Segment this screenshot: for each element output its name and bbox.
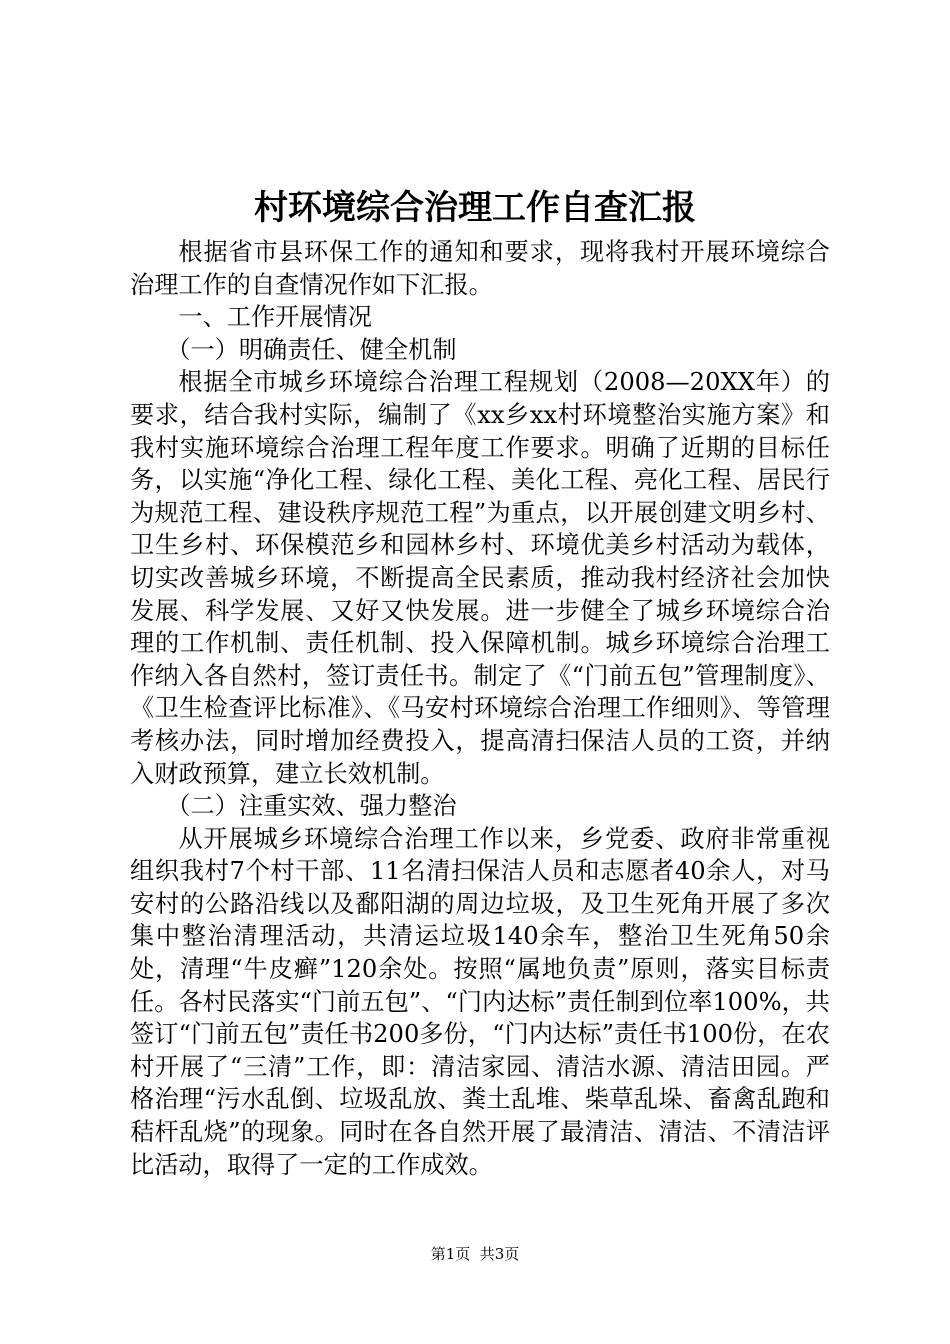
page-number: 第1页 共3页 <box>430 1245 520 1263</box>
intro-paragraph: 根据省市县环保工作的通知和要求，现将我村开展环境综合治理工作的自查情况作如下汇报。 <box>130 238 830 299</box>
document-title: 村环境综合治理工作自查汇报 <box>254 188 696 228</box>
section-heading-1: 一、工作开展情况 <box>178 303 372 332</box>
subsection-heading-2: （二）注重实效、强力整治 <box>166 792 457 821</box>
page-footer <box>0 1244 950 1264</box>
document-body <box>130 236 830 1181</box>
subsection-2-paragraph: 从开展城乡环境综合治理工作以来，乡党委、政府非常重视组织我村7个村干部、11名清扫保洁人员和志愿者40余人，对马安村的公路沿线以及鄱阳湖的周边垃圾，及卫生死角开展了多次集中整治清理活动，共清运垃圾140余车，整治卫生死角50余处，清理“牛皮癣”120余处。按照“属地负责”原则，落实目标责任。各村民落实“门前五包”、“门内达标”责任制到位率100%，共签订“门前五包”责任书200多份，“门内达标”责任书100份，在农村开展了“三清”工作，即：清洁家园、清洁水源、清洁田园。严格治理“污水乱倒、垃圾乱放、粪土乱堆、柴草乱垛、畜禽乱跑和秸杆乱烧”的现象。同时在各自然开展了最清洁、清洁、不清洁评比活动，取得了一定的工作成效。 <box>130 824 830 1179</box>
subsection-heading-1: （一）明确责任、健全机制 <box>166 335 457 364</box>
subsection-1-paragraph: 根据全市城乡环境综合治理工程规划（2008—20XX年）的要求，结合我村实际，编制了《xx乡xx村环境整治实施方案》和我村实施环境综合治理工程年度工作要求。明确了近期的目标任务，以实施“净化工程、绿化工程、美化工程、亮化工程、居民行为规范工程、建设秩序规范工程”为重点，以开展创建文明乡村、卫生乡村、环保模范乡和园林乡村、环境优美乡村活动为载体，切实改善城乡环境，不断提高全民素质，推动我村经济社会加快发展、科学发展、又好又快发展。进一步健全了城乡环境综合治理的工作机制、责任机制、投入保障机制。城乡环境综合治理工作纳入各自然村，签订责任书。制定了《“门前五包”管理制度》、《卫生检查评比标准》、《马安村环境综合治理工作细则》、等管理考核办法，同时增加经费投入，提高清扫保洁人员的工资，并纳入财政预算，建立长效机制。 <box>130 368 830 788</box>
